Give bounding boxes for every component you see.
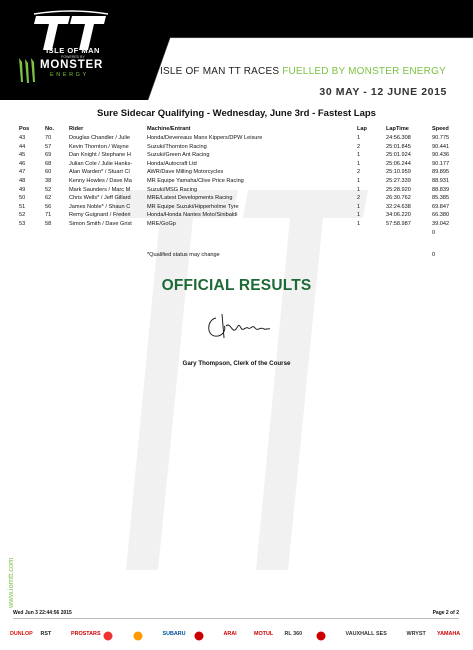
cell-speed: 66.380 [432,212,450,219]
cell-no: 70 [45,135,52,141]
table-row [15,161,460,169]
cell-rider: James Noble* / Shaun C [69,203,131,210]
cell-speed: 0 [432,229,436,236]
header-rider: Rider [69,126,84,132]
official-results-heading: OFFICIAL RESULTS [161,277,312,294]
cell-no: 52 [45,186,52,193]
cell-pos: 52 [19,212,26,219]
table-row [15,221,460,229]
cell-speed: 69.847 [432,203,450,210]
cell-lap: 1 [357,186,361,193]
cell-rider: Simon Smith / Dave Grist [69,221,132,227]
banner-green-text: FUELLED BY MONSTER ENERGY [282,66,446,77]
cell-laptime: 26:30.762 [386,195,411,202]
cell-speed: 39.042 [432,221,450,227]
cell-rider: Remy Guignard / Frederi [69,212,131,219]
logo-isle-of-man: ISLE OF MAN [46,46,100,55]
cell-machine: AWR/Dave Milling Motorcycles [147,169,224,176]
page-title: Sure Sidecar Qualifying - Wednesday, June 3rd - Fastest Laps [97,108,376,119]
cell-machine: Suzuki/MSG Racing [147,186,198,193]
table-row [15,204,460,212]
cell-laptime: 25:27.339 [386,178,411,184]
cell-pos: 51 [19,203,26,210]
clerk-signature-icon [202,308,274,344]
cell-speed: 90.441 [432,143,450,150]
cell-no: 69 [45,152,52,159]
cell-pos: 44 [19,143,26,150]
cell-laptime: 24:56.308 [386,135,411,141]
cell-machine: MR Equipe Yamaha/Clive Price Racing [147,178,244,184]
event-banner [160,66,446,77]
sponsor-logo: RST [40,631,52,637]
banner-main-text: ISLE OF MAN TT RACES [160,66,283,77]
sponsor-logo [193,631,205,643]
cell-lap: 1 [357,135,361,141]
logo-powered-by: POWERED BY [61,55,85,59]
cell-pos: 49 [19,186,26,193]
sponsor-logo [315,631,327,643]
logo-energy: ENERGY [50,72,89,78]
monster-claw-icon [16,56,38,84]
sponsor-logo: VAUXHALL [345,631,375,637]
cell-no: 57 [45,143,52,150]
cell-lap: 2 [357,143,361,150]
cell-speed: 90.436 [432,152,450,159]
cell-no: 56 [45,203,52,210]
cell-laptime: 34:06.220 [386,212,411,219]
footer-page-number: Page 2 of 2 [432,610,459,616]
header-speed: Speed [432,126,449,132]
cell-laptime: 25:28.920 [386,186,411,193]
table-row [15,187,460,195]
cell-rider: Kevin Thornton / Wayne [69,143,129,150]
cell-lap: 1 [357,221,361,227]
cell-laptime: 25:01.924 [386,152,411,159]
cell-machine: MRE/Latest Developments Racing [147,195,233,202]
cell-no: 68 [45,160,52,167]
footer-timestamp: Wed Jun 3 22:44:56 2015 [13,610,72,616]
cell-pos: 45 [19,152,26,159]
cell-no: 58 [45,221,52,227]
header-machine: Machine/Entrant [147,126,191,132]
cell-pos: 50 [19,195,26,202]
table-row [15,195,460,203]
table-header [15,126,460,134]
sponsor-logo: RL 360 [284,631,303,637]
cell-speed: 90.775 [432,135,450,141]
cell-machine: MRE/GoGp [147,221,176,227]
cell-no: 38 [45,178,52,184]
sponsor-logo: DUNLOP [10,631,33,637]
sponsor-logo: SUBARU [162,631,186,637]
sponsor-logo: MOTUL [254,631,274,637]
header-lap: Lap [357,126,367,132]
cell-lap: 1 [357,152,361,159]
note-speed: 0 [432,252,436,258]
cell-pos: 43 [19,135,26,141]
sponsor-logo [102,631,114,643]
cell-laptime: 25:10.959 [386,169,411,176]
table-row [15,178,460,186]
cell-laptime: 25:01.845 [386,143,411,150]
cell-machine: MR Equipe Suzuki/Hipperholme Tyre [147,203,239,210]
cell-speed: 85.385 [432,195,450,202]
cell-machine: Suzuki/Thornton Racing [147,143,207,150]
side-website-text [3,520,17,610]
cell-machine: Honda/Devereaus Manx Kippers/DPW Leisure [147,135,263,141]
table-row [15,169,460,177]
cell-pos: 46 [19,160,26,167]
table-row [15,230,460,238]
cell-rider: Kenny Howles / Dave Ma [69,178,132,184]
cell-machine: Honda/Autocraft Ltd [147,160,197,167]
cell-rider: Chris Wells* / Jeff Gillard [69,195,131,202]
qualified-note: *Qualified status may change [147,252,220,258]
table-row [15,212,460,220]
cell-lap: 1 [357,160,361,167]
sponsor-logo: ARAI [223,631,237,637]
sponsor-logo: WRYST [406,631,426,637]
table-row [15,135,460,143]
table-row [15,152,460,160]
cell-rider: Julian Cole / Julie Hanks- [69,160,133,167]
cell-laptime: 32:24.638 [386,203,411,210]
footer-divider [13,618,459,619]
cell-no: 62 [45,195,52,202]
sponsor-logo: PROSTARS [71,631,101,637]
cell-lap: 1 [357,212,361,219]
cell-lap: 1 [357,178,361,184]
cell-lap: 1 [357,203,361,210]
header-laptime: LapTime [386,126,409,132]
sponsor-logo: YAMAHA [437,631,461,637]
cell-speed: 90.177 [432,160,450,167]
sponsor-strip [10,628,470,644]
cell-no: 60 [45,169,52,176]
cell-speed: 88.839 [432,186,450,193]
cell-rider: Mark Saunders / Marc M [69,186,131,193]
table-row [15,144,460,152]
cell-no: 71 [45,212,52,219]
cell-speed: 88.931 [432,178,450,184]
svg-text:www.iomtt.com: www.iomtt.com [6,557,15,608]
cell-rider: Alan Warden* / Stuart Cl [69,169,130,176]
logo-monster: MONSTER [40,59,104,71]
cell-rider: Dan Knight / Stephane H [69,152,131,159]
event-dates: 30 MAY - 12 JUNE 2015 [319,86,447,98]
clerk-name: Gary Thompson, Clerk of the Course [182,360,291,367]
cell-machine: Honda/Honda Nantes Moto/Sinibaldi [147,212,238,219]
cell-lap: 2 [357,195,361,202]
cell-laptime: 25:06.244 [386,160,411,167]
cell-rider: Douglas Chandler / Julie [69,135,130,141]
cell-pos: 53 [19,221,26,227]
cell-pos: 47 [19,169,26,176]
cell-machine: Suzuki/Green Ant Racing [147,152,210,159]
cell-pos: 48 [19,178,26,184]
header-pos: Pos [19,126,30,132]
sponsor-logo [132,631,144,643]
sponsor-logo: SES [376,631,387,637]
cell-lap: 2 [357,169,361,176]
header-no: No. [45,126,55,132]
cell-speed: 89.895 [432,169,450,176]
cell-laptime: 57:58.987 [386,221,411,227]
